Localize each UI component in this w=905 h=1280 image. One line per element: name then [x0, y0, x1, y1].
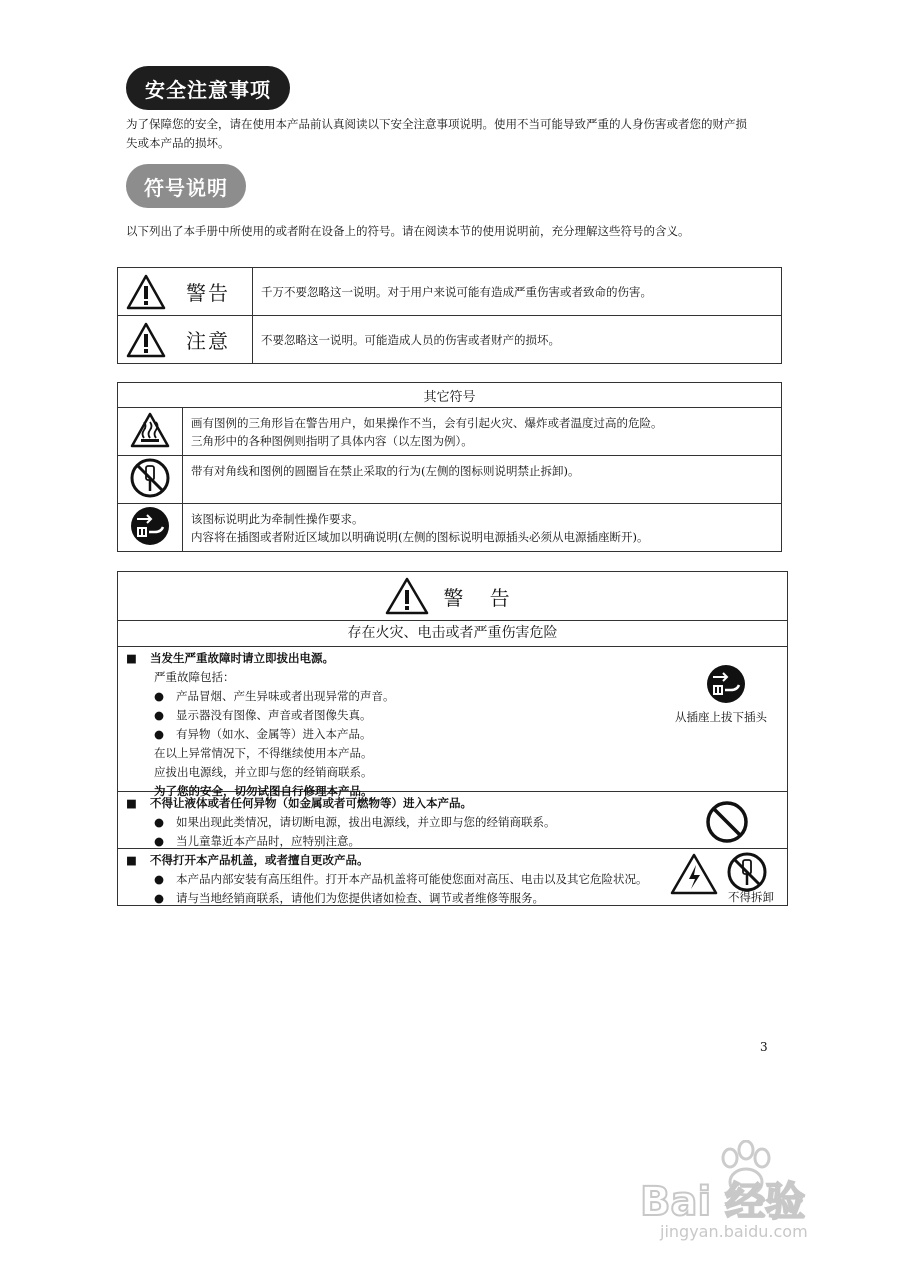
square-bullet-icon: ■ — [126, 796, 137, 810]
watermark-brand: Bai 经验 — [640, 1179, 806, 1225]
other-row-hot — [118, 408, 782, 456]
other-row-hot-line2: 三角形中的各种图例则指明了具体内容（以左图为例）。 — [191, 433, 473, 448]
warning-box-subtitle: 存在火灾、电击或者严重伤害危险 — [118, 621, 787, 647]
bullet-dot-icon: ● — [154, 689, 165, 703]
symbol-table — [117, 267, 782, 364]
intro-line-1: 为了保障您的安全，请在使用本产品前认真阅读以下安全注意事项说明。使用不当可能导致严重的人身伤害或者您的财产损 — [126, 117, 747, 131]
baidu-watermark — [640, 1140, 840, 1250]
other-row-mandatory-line1: 该图标说明此为牵制性操作要求。 — [191, 511, 364, 526]
warning-label: 警告 — [186, 281, 230, 305]
caution-triangle-icon — [126, 322, 166, 358]
sec1-after-1: 在以上异常情况下，不得继续使用本产品。 — [154, 746, 373, 760]
bullet-dot-icon: ● — [154, 872, 165, 886]
bullet-dot-icon: ● — [154, 834, 165, 848]
caution-label: 注意 — [186, 329, 230, 353]
unplug-caption: 从插座上拔下插头 — [675, 710, 767, 724]
warning-section-unplug — [118, 647, 787, 798]
bullet-dot-icon: ● — [154, 727, 165, 741]
prohibition-icon — [705, 800, 749, 844]
square-bullet-icon: ■ — [126, 651, 137, 665]
square-bullet-icon: ■ — [126, 853, 137, 867]
warning-section-liquid — [118, 792, 787, 849]
sec1-bullet-1: 产品冒烟、产生异味或者出现异常的声音。 — [176, 689, 395, 703]
no-disassembly-icon — [726, 851, 768, 893]
sec3-bullet-1: 本产品内部安装有高压组件。打开本产品机盖将可能使您面对高压、电击以及其它危险状况。 — [176, 872, 648, 886]
watermark-url: jingyan.baidu.com — [660, 1222, 808, 1241]
warning-box-title-row — [118, 572, 787, 621]
other-symbols-header: 其它符号 — [118, 383, 782, 408]
sec1-after-2: 应拔出电源线，并立即与您的经销商联系。 — [154, 765, 373, 779]
hot-surface-triangle-icon — [130, 412, 170, 448]
symbol-row-caution — [118, 316, 782, 364]
warning-triangle-icon — [126, 274, 166, 310]
unplug-mandatory-icon — [129, 505, 171, 547]
other-row-prohibit — [118, 456, 782, 504]
sec1-bullet-3: 有异物（如水、金属等）进入本产品。 — [176, 727, 372, 741]
other-row-mandatory-line2: 内容将在插图或者附近区域加以明确说明(左侧的图标说明电源插头必须从电源插座断开)。 — [191, 529, 649, 544]
bullet-dot-icon: ● — [154, 815, 165, 829]
sec1-bullet-2: 显示器没有图像、声音或者图像失真。 — [176, 708, 372, 722]
section-title-safety: 安全注意事项 — [126, 66, 290, 110]
other-row-mandatory — [118, 504, 782, 552]
warning-description: 千万不要忽略这一说明。对于用户来说可能有造成严重伤害或者致命的伤害。 — [253, 268, 782, 316]
symbol-row-warning — [118, 268, 782, 316]
sec2-heading: 不得让液体或者任何异物（如金属或者可燃物等）进入本产品。 — [150, 796, 472, 810]
other-row-hot-line1: 画有图例的三角形旨在警告用户，如果操作不当，会有引起火灾、爆炸或者温度过高的危险。 — [191, 415, 663, 430]
symbols-intro: 以下列出了本手册中所使用的或者附在设备上的符号。请在阅读本节的使用说明前，充分理解这些符号的含义。 — [126, 224, 690, 238]
warning-section-disassembly — [118, 849, 787, 907]
sec1-heading: 当发生严重故障时请立即拔出电源。 — [150, 651, 334, 665]
intro-paragraph — [126, 115, 747, 153]
sec1-bold-end: 为了您的安全，切勿试图自行修理本产品。 — [154, 784, 373, 798]
caution-description: 不要忽略这一说明。可能造成人员的伤害或者财产的损坏。 — [253, 316, 782, 364]
high-voltage-triangle-icon — [670, 853, 718, 895]
sec1-intro: 严重故障包括： — [154, 670, 235, 684]
page-number: 3 — [760, 1040, 768, 1054]
warning-box — [117, 571, 788, 906]
section-title-symbols: 符号说明 — [126, 164, 246, 208]
bullet-dot-icon: ● — [154, 708, 165, 722]
sec2-bullet-2: 当儿童靠近本产品时，应特别注意。 — [176, 834, 361, 848]
sec3-bullet-2: 请与当地经销商联系，请他们为您提供诸如检查、调节或者维修等服务。 — [176, 891, 545, 905]
no-disassembly-icon — [129, 457, 171, 499]
warning-box-title: 警 告 — [443, 585, 520, 610]
sec3-heading: 不得打开本产品机盖，或者擅自更改产品。 — [150, 853, 369, 867]
other-symbols-table — [117, 382, 782, 552]
other-row-prohibit-line1: 带有对角线和图例的圆圈旨在禁止采取的行为(左侧的图标则说明禁止拆卸)。 — [191, 464, 580, 478]
unplug-mandatory-icon — [705, 663, 747, 705]
no-disassembly-caption: 不得拆卸 — [728, 890, 774, 904]
intro-line-2: 失或本产品的损坏。 — [126, 136, 230, 150]
warning-triangle-icon — [385, 577, 429, 615]
bullet-dot-icon: ● — [154, 891, 165, 905]
sec2-bullet-1: 如果出现此类情况，请切断电源，拔出电源线，并立即与您的经销商联系。 — [176, 815, 556, 829]
